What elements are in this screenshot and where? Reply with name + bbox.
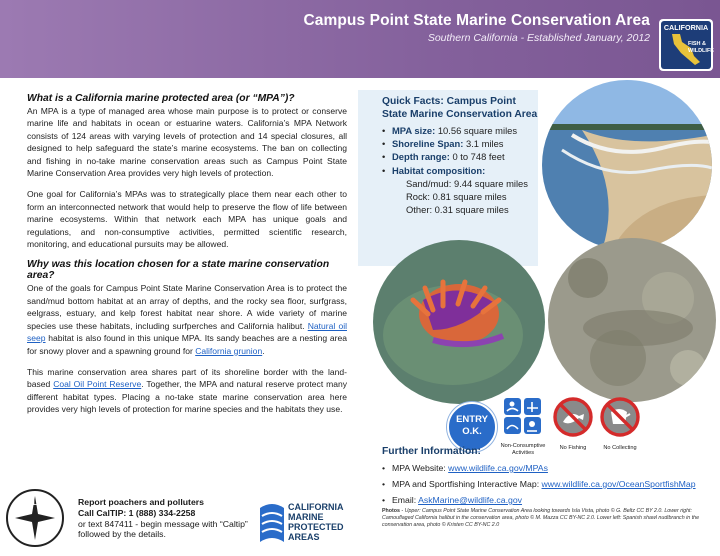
mpa-logo-line4: AREAS	[288, 532, 320, 542]
caltip-logo	[5, 488, 65, 548]
report-poachers-block	[78, 497, 273, 540]
entry-line2: O.K.	[462, 426, 482, 437]
email-item	[382, 492, 717, 508]
fact-label: Depth range:	[392, 151, 450, 163]
email-link[interactable]: AskMarine@wildlife.ca.gov	[418, 495, 523, 505]
mpa-logo-line2: MARINE	[288, 512, 324, 522]
interactive-map-label: MPA and Sportfishing Interactive Map:	[392, 479, 542, 489]
section-heading-what-is-mpa: What is a California marine protected area (or “MPA”)?	[27, 93, 295, 104]
email-label: Email:	[392, 495, 419, 505]
further-info-heading: Further Information:	[382, 446, 481, 457]
halibut-photo	[548, 238, 716, 402]
no-collecting-icon	[599, 396, 641, 438]
coal-oil-point-reserve-link[interactable]: Coal Oil Point Reserve	[53, 379, 142, 390]
no-fishing-icon	[552, 396, 594, 438]
mpa-website-item	[382, 460, 717, 476]
further-info-list	[382, 460, 717, 508]
no-fishing	[547, 396, 599, 452]
california-grunion-link[interactable]: California grunion	[195, 345, 263, 356]
mpa-website-link[interactable]: www.wildlife.ca.gov/MPAs	[448, 463, 548, 473]
beach-photo	[542, 80, 712, 250]
non-consumptive-caption: Non-Consumptive Activities	[500, 443, 546, 456]
fact-label: Habitat composition:	[392, 164, 486, 176]
shoreline-text-part1: This marine conservation area shares part of its shoreline border with the land-based	[27, 366, 347, 390]
report-phone	[78, 508, 273, 519]
fact-label: Shoreline Span:	[392, 138, 464, 150]
photo-credits-label: Photos	[382, 508, 400, 514]
fact-value: 10.56 square miles	[437, 125, 518, 136]
report-heading	[78, 497, 273, 508]
cdfw-logo-line3: WILDLIFE	[688, 48, 714, 54]
location-text-part2: habitat is also found in this unique MPA. Its sandy beaches are a nesting area for snowy plover and a spawning ground for	[27, 333, 347, 356]
non-consumptive-activities	[497, 396, 549, 457]
cdfw-logo-line2: FISH &	[688, 41, 707, 47]
habitat-item: Other: 0.31 square miles	[406, 204, 509, 216]
fact-value: 0 to 748 feet	[452, 151, 505, 163]
location-text-part1: One of the goals for Campus Point State Marine Conservation Area is to protect the sand/mud bottom habitat at an array of depths, and the rocky sea floor, surfgrass, eelgrass, estuary, and kelp forest habitat near shore. A wide variety of marine species use these habitats, including surfperches and California halibut.	[27, 283, 347, 331]
no-fishing-caption: No Fishing	[559, 445, 587, 451]
quick-facts-title: Quick Facts: Campus Point State Marine Conservation Area	[382, 96, 538, 120]
section-heading-why-location: Why was this location chosen for a state marine conservation area?	[27, 259, 330, 282]
mpa-logo-line1: CALIFORNIA	[288, 502, 344, 512]
cdfw-logo-line1: CALIFORNIA	[663, 23, 709, 32]
fact-label: MPA size:	[392, 125, 436, 136]
entry-ok-badge	[447, 402, 497, 452]
paragraph-mpa-definition: An MPA is a type of managed area whose main purpose is to protect or conserve marine life and habitats in ocean or estuarine waters. California’s MPA Network consists of 124 areas with varying levels of protection and 14 special closures, all designed to help safeguard the state’s marine ecosystems. The ban on collecting and fishing in no-take marine conservation areas such as Campus Point State Marine Conservation Area provides very high levels of protection.	[27, 106, 347, 179]
paragraph-mpa-network-goal: One goal for California’s MPAs was to strategically place them near each other to form an interconnected network that would help to preserve the flow of life between marine ecosystems. Within that network each MPA has unique goals and regulations, and non-consumptive activities, permitted scientific research, monitoring, and educational pursuits may be allowed.	[27, 189, 347, 250]
mpa-logo-line3: PROTECTED	[288, 522, 344, 532]
fact-value: 3.1 miles	[465, 138, 504, 150]
location-text-part3: .	[262, 345, 265, 356]
paragraph-location-goals	[27, 282, 347, 356]
no-collecting	[594, 396, 646, 452]
page-subtitle: Southern California - Established January, 2012	[427, 32, 650, 44]
non-consumptive-icon	[498, 396, 548, 436]
california-mpa-logo	[258, 498, 350, 546]
report-text-instructions: or text 847411 - begin message with “Caltip” followed by the details.	[78, 518, 248, 540]
mpa-website-label: MPA Website:	[392, 463, 449, 473]
interactive-map-link[interactable]: www.wildlife.ca.gov/OceanSportfishMap	[541, 479, 696, 489]
interactive-map-item	[382, 476, 717, 492]
shoreline-text-part2: . Together, the MPA and natural reserve protect many different habitat types. Placing a no-take state marine conservation area here provides very high levels of protection for marine species and the habitats they use.	[27, 379, 347, 415]
habitat-item: Sand/mud: 9.44 square miles	[406, 177, 528, 189]
photo-credits-text: - Upper: Campus Point State Marine Conservation Area looking towards Isla Vista, photo © G. Beltz CC BY 2.0. Lower right: Camouflaged California halibut in the conservation area, photo © M. Mazza CC BY-NC 2.0. Lower left: Spanish shawl nudibranch in the conservation area, photo © Kristen CC BY-NC 2.0	[382, 508, 700, 528]
entry-line1: ENTRY	[456, 414, 488, 425]
paragraph-shared-shoreline	[27, 366, 347, 416]
photo-credits	[382, 508, 714, 528]
main-text-column	[27, 93, 347, 425]
no-collecting-caption: No Collecting	[603, 445, 637, 451]
report-line2: Call CalTIP: 1 (888) 334-2258	[78, 507, 196, 518]
cdfw-logo	[658, 18, 714, 72]
nudibranch-photo	[373, 240, 545, 404]
page-title: Campus Point State Marine Conservation Area	[303, 12, 650, 29]
header-banner	[0, 0, 720, 78]
natural-oil-seep-link[interactable]: Natural oil seep	[27, 320, 347, 344]
habitat-item: Rock: 0.81 square miles	[406, 191, 507, 203]
caltip-logo-text: CALTIP	[24, 501, 46, 507]
report-line1: Report poachers and polluters	[78, 497, 204, 507]
